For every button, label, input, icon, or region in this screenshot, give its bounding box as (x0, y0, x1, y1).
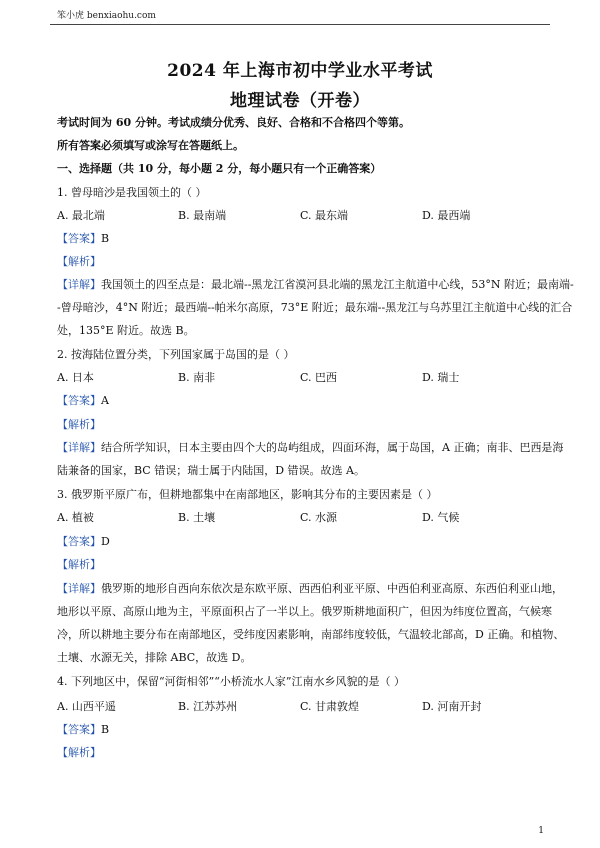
detail-label: 【详解】 (57, 582, 101, 595)
question-3-stem: 3. 俄罗斯平原广布，但耕地都集中在南部地区，影响其分布的主要因素是（ ） (57, 488, 438, 501)
q2-option-a: A. 日本 (57, 371, 94, 384)
answer-label: 【答案】 (57, 232, 101, 245)
instruction-line-2: 所有答案必须填写或涂写在答题纸上。 (57, 139, 244, 152)
question-4-stem: 4. 下列地区中，保留“河街相邻”“小桥流水人家”江南水乡风貌的是（ ） (57, 675, 405, 688)
q2-answer (57, 394, 547, 408)
q2-option-b: B. 南非 (178, 371, 216, 384)
q4-option-d: D. 河南开封 (422, 700, 482, 713)
q1-detail-line-2: -曾母暗沙，4°N 附近；最西端--帕米尔高原，73°E 附近；最东端--黑龙江与乌苏里江主航道中心线的汇合 (57, 301, 573, 314)
header-divider (50, 24, 550, 25)
question-1-stem: 1. 曾母暗沙是我国领土的（ ） (57, 186, 207, 199)
site-header: 笨小虎 benxiaohu.com (57, 11, 156, 21)
question-2-stem: 2. 按海陆位置分类，下列国家属于岛国的是（ ） (57, 348, 295, 361)
q1-answer (57, 232, 547, 246)
q4-option-a: A. 山西平遥 (57, 700, 116, 713)
q1-option-a: A. 最北端 (57, 209, 105, 222)
answer-value: D (101, 535, 110, 548)
q3-detail-line-2: 地形以平原、高原山地为主，平原面积占了一半以上。俄罗斯耕地面积广，但因为纬度位置高，气候寒 (57, 605, 552, 618)
q3-option-b: B. 土壤 (178, 511, 216, 524)
q3-detail-line-3: 冷，所以耕地主要分布在南部地区，受纬度因素影响，南部纬度较低，气温较北部高，D 正确。和植物、 (57, 628, 565, 641)
answer-label: 【答案】 (57, 535, 101, 548)
q2-option-c: C. 巴西 (300, 371, 338, 384)
q4-option-c: C. 甘肃敦煌 (300, 700, 360, 713)
q4-answer (57, 723, 547, 737)
q2-analysis-label: 【解析】 (57, 418, 101, 431)
q2-detail-line-2: 陆兼备的国家，BC 错误；瑞士属于内陆国，D 错误。故选 A。 (57, 464, 365, 477)
answer-label: 【答案】 (57, 723, 101, 736)
q2-option-d: D. 瑞士 (422, 371, 460, 384)
q1-option-c: C. 最东端 (300, 209, 349, 222)
answer-value: A (101, 394, 109, 407)
q1-analysis-label: 【解析】 (57, 255, 101, 268)
page-subtitle: 地理试卷（开卷） (230, 91, 370, 111)
q3-detail-line-4: 土壤、水源无关，排除 ABC，故选 D。 (57, 651, 252, 664)
q1-option-b: B. 最南端 (178, 209, 227, 222)
q1-detail-line-1: 【详解】我国领土的四至点是：最北端--黑龙江省漠河县北端的黑龙江主航道中心线，53°N 附近；最南端- (57, 278, 574, 291)
section-heading: 一、选择题（共 10 分，每小题 2 分，每小题只有一个正确答案） (57, 162, 382, 175)
q1-detail-line-3: 处，135°E 附近。故选 B。 (57, 324, 195, 337)
q3-detail-line-1: 【详解】俄罗斯的地形自西向东依次是东欧平原、西西伯利亚平原、中西伯利亚高原、东西伯利亚山地， (57, 582, 563, 595)
answer-value: B (101, 232, 110, 245)
instruction-line-1: 考试时间为 60 分钟。考试成绩分优秀、良好、合格和不合格四个等第。 (57, 116, 410, 129)
q3-option-c: C. 水源 (300, 511, 338, 524)
q3-answer (57, 535, 547, 549)
detail-label: 【详解】 (57, 278, 101, 291)
page-number: 1 (538, 826, 544, 836)
q3-option-d: D. 气候 (422, 511, 460, 524)
q4-analysis-label: 【解析】 (57, 746, 101, 759)
answer-label: 【答案】 (57, 394, 101, 407)
q4-option-b: B. 江苏苏州 (178, 700, 238, 713)
q1-option-d: D. 最西端 (422, 209, 471, 222)
q3-option-a: A. 植被 (57, 511, 94, 524)
q3-analysis-label: 【解析】 (57, 558, 101, 571)
answer-value: B (101, 723, 110, 736)
detail-label: 【详解】 (57, 441, 101, 454)
page-title: 2024 年上海市初中学业水平考试 (167, 61, 433, 81)
q2-detail-line-1: 【详解】结合所学知识，日本主要由四个大的岛屿组成，四面环海，属于岛国，A 正确；南非、巴西是海 (57, 441, 564, 454)
